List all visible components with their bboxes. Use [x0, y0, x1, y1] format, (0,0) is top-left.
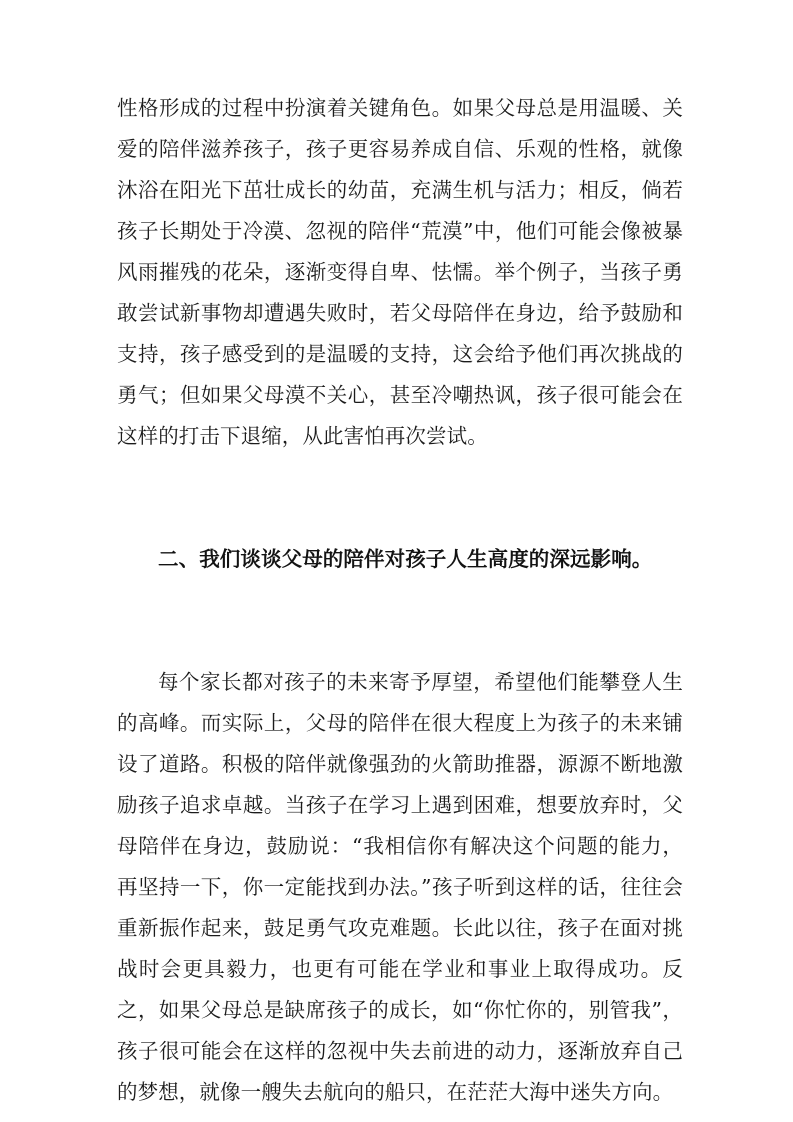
paragraph-spacer-before-heading — [117, 457, 683, 539]
section-heading-two: 二、我们谈谈父母的陪伴对孩子人生高度的深远影响。 — [158, 547, 653, 571]
document-text-column — [117, 88, 683, 1113]
body-paragraph-continuation: 性格形成的过程中扮演着关键角色。如果父母总是用温暖、关爱的陪伴滋养孩子，孩子更容易养成自信、乐观的性格，就像沐浴在阳光下茁壮成长的幼苗，充满生机与活力；相反，倘若孩子长期处于冷漠、忽视的陪伴“荒漠”中，他们可能会像被暴风雨摧残的花朵，逐渐变得自卑、怯懦。举个例子，当孩子勇敢尝试新事物却遭遇失败时，若父母陪伴在身边，给予鼓励和支持，孩子感受到的是温暖的支持，这会给予他们再次挑战的勇气；但如果父母漠不关心，甚至冷嘲热讽，孩子很可能会在这样的打击下退缩，从此害怕再次尝试。 — [117, 96, 683, 448]
paragraph-spacer-after-heading — [117, 580, 683, 662]
body-paragraph-two: 每个家长都对孩子的未来寄予厚望，希望他们能攀登人生的高峰。而实际上，父母的陪伴在很大程度上为孩子的未来铺设了道路。积极的陪伴就像强劲的火箭助推器，源源不断地激励孩子追求卓越。当孩子在学习上遇到困难，想要放弃时，父母陪伴在身边，鼓励说：“我相信你有解决这个问题的能力，再坚持一下，你一定能找到办法。”孩子听到这样的话，往往会重新振作起来，鼓足勇气攻克难题。长此以往，孩子在面对挑战时会更具毅力，也更有可能在学业和事业上取得成功。反之，如果父母总是缺席孩子的成长，如“你忙你的，别管我”，孩子很可能会在这样的忽视中失去前进的动力，逐渐放弃自己的梦想，就像一艘失去航向的船只，在茫茫大海中迷失方向。 — [117, 670, 683, 1104]
